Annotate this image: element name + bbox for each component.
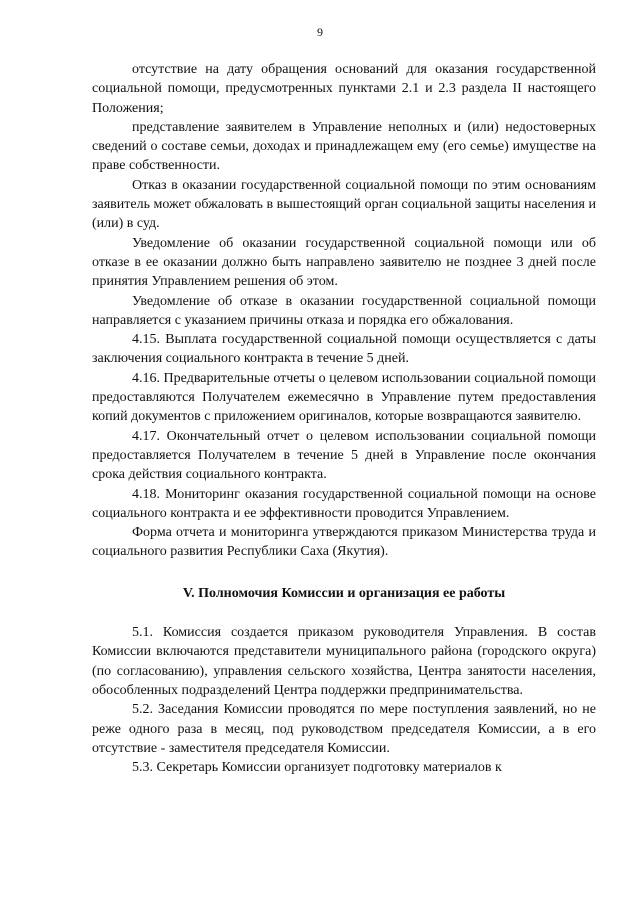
- paragraph: 5.2. Заседания Комиссии проводятся по мере поступления заявлений, но не реже одного раза в месяц, под руководством председателя Комиссии, а в его отсутствие - заместителя председателя Комиссии.: [92, 702, 596, 756]
- paragraph: Уведомление об оказании государственной социальной помощи или об отказе в ее оказании должно быть направлено заявителю не позднее 3 дней после принятия Управлением решения об этом.: [92, 235, 596, 290]
- paragraph: 4.16. Предварительные отчеты о целевом использовании социальной помощи предоставляются Получателем ежемесячно в Управление путем предоставления копий документов с приложением оригиналов, которые возвращаются заявителю.: [92, 370, 596, 425]
- page-number: 9: [317, 25, 323, 39]
- paragraph: 4.17. Окончательный отчет о целевом использовании социальной помощи предоставляется Получателем в течение 5 дней в Управление после окончания срока действия социального контракта.: [92, 428, 596, 483]
- paragraph: отсутствие на дату обращения оснований для оказания государственной социальной помощи, предусмотренных пунктами 2.1 и 2.3 раздела II настоящего Положения;: [92, 62, 596, 116]
- section-heading: V. Полномочия Комиссии и организация ее работы: [182, 585, 506, 601]
- paragraph: 4.15. Выплата государственной социальной помощи осуществляется с даты заключения социального контракта в течение 5 дней.: [92, 332, 596, 367]
- paragraph: Форма отчета и мониторинга утверждаются приказом Министерства труда и социального развития Республики Саха (Якутия).: [92, 525, 596, 560]
- paragraph: Отказ в оказании государственной социальной помощи по этим основаниям заявитель может обжаловать в вышестоящий орган социальной защиты населения и (или) в суд.: [92, 177, 596, 232]
- paragraph: 5.1. Комиссия создается приказом руководителя Управления. В состав Комиссии включаются представители муниципального района (городского округа) (по согласованию), управления сельского хозяйства, Центра занятости населения, обособленных подразделений Центра поддержки предпринимательства.: [92, 625, 596, 698]
- paragraph: 4.18. Мониторинг оказания государственной социальной помощи на основе социального контракта и ее эффективности проводится Управлением.: [92, 486, 596, 521]
- paragraph: 5.3. Секретарь Комиссии организует подготовку материалов к: [132, 760, 502, 776]
- paragraph: Уведомление об отказе в оказании государственной социальной помощи направляется с указанием причины отказа и порядка его обжалования.: [92, 293, 596, 328]
- paragraph: представление заявителем в Управление неполных и (или) недостоверных сведений о составе семьи, доходах и принадлежащем ему (его семье) имуществе на праве собственности.: [92, 119, 596, 174]
- document-body: [92, 60, 596, 777]
